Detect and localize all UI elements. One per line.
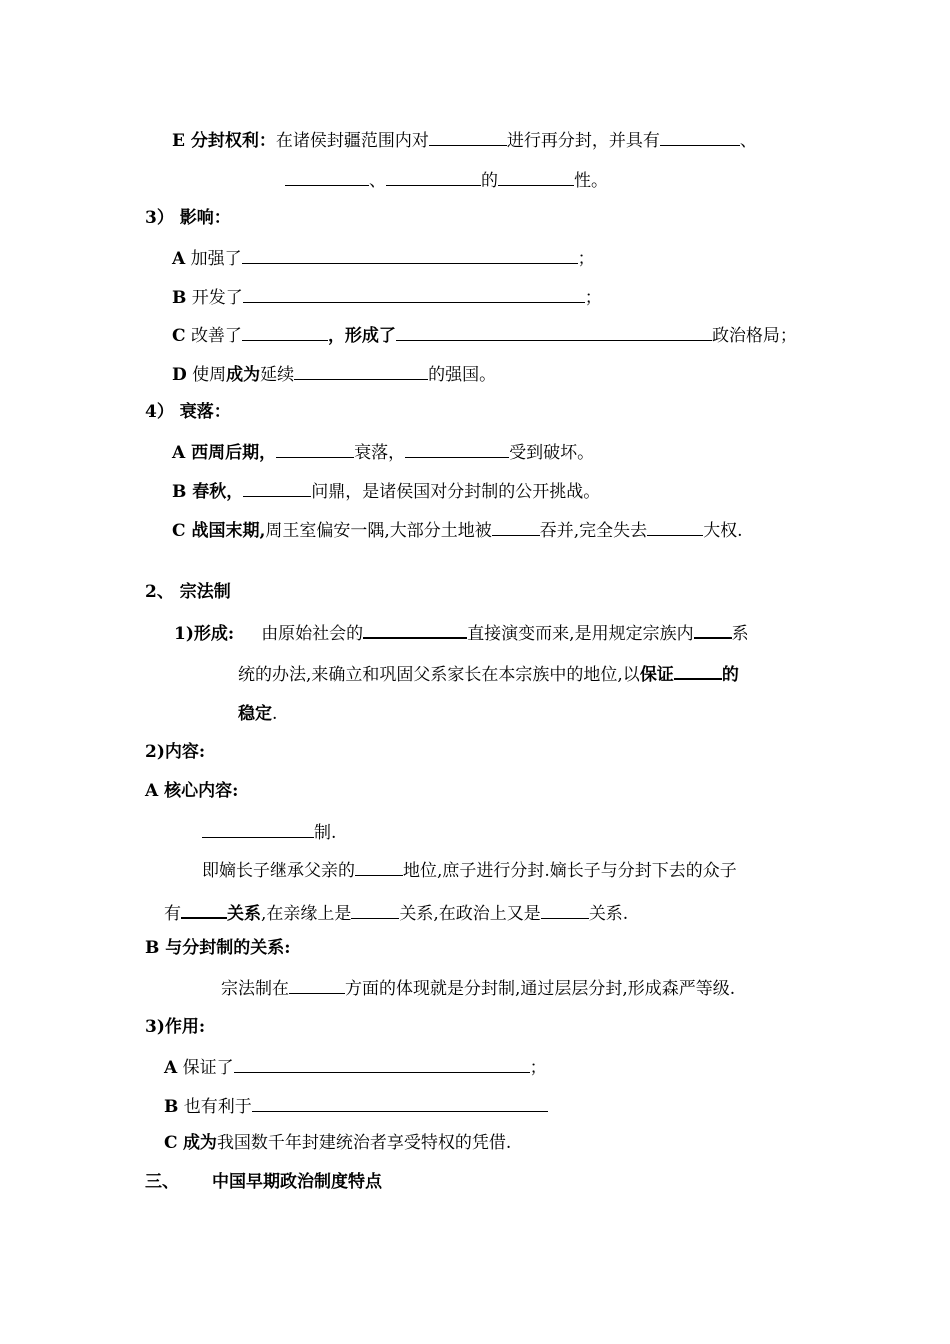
influence-c: C 改善了 ，形成了 政治格局； xyxy=(172,322,797,348)
blank xyxy=(541,900,589,919)
blank xyxy=(429,127,507,146)
core-paragraph-2: 有 关系,在亲缘上是 关系,在政治上又是 关系. xyxy=(164,899,628,926)
relation-heading: B 与分封制的关系: xyxy=(145,938,291,958)
blank xyxy=(492,517,540,536)
zongfa-formation-line3: 稳定. xyxy=(238,704,278,724)
influence-b: B 开发了 ； xyxy=(172,284,602,310)
blank xyxy=(355,857,403,876)
blank xyxy=(243,284,585,303)
blank xyxy=(234,1054,530,1073)
blank xyxy=(674,660,722,680)
item-label: E 分封权利： xyxy=(172,131,276,151)
blank xyxy=(202,819,314,838)
effect-b: B 也有利于 xyxy=(164,1093,548,1119)
blank xyxy=(363,619,467,639)
blank xyxy=(396,322,712,341)
blank xyxy=(498,167,574,186)
effect-heading: 3)作用: xyxy=(145,1017,206,1037)
blank xyxy=(276,439,354,458)
blank xyxy=(405,439,509,458)
blank xyxy=(243,478,311,497)
blank xyxy=(289,975,345,994)
blank xyxy=(351,900,399,919)
influence-a: A 加强了 ； xyxy=(172,245,595,271)
blank xyxy=(285,167,369,186)
influence-d: D 使周成为延续 的强国。 xyxy=(172,361,496,387)
blank xyxy=(242,245,578,264)
blank xyxy=(242,322,328,341)
blank xyxy=(647,517,703,536)
blank xyxy=(386,167,481,186)
zongfa-formation-line2: 统的办法,来确立和巩固父系家长在本宗族中的地位,以保证 的 xyxy=(238,660,739,687)
blank xyxy=(694,619,732,639)
blank xyxy=(181,899,227,919)
blank xyxy=(660,127,740,146)
core-heading: A 核心内容: xyxy=(145,781,239,801)
decline-b: B 春秋， 问鼎，是诸侯国对分封制的公开挑战。 xyxy=(172,478,600,504)
blank xyxy=(252,1093,548,1112)
effect-a: A 保证了 ； xyxy=(164,1054,547,1080)
fenfeng-rights-line-2: 、 的 性。 xyxy=(285,167,608,193)
decline-a: A 西周后期， 衰落， 受到破坏。 xyxy=(172,439,594,465)
section-three-title: 中国早期政治制度特点 xyxy=(212,1172,382,1192)
blank xyxy=(294,361,428,380)
zongfa-heading: 2、 宗法制 xyxy=(145,582,231,602)
core-blank-line: 制. xyxy=(202,819,336,845)
influence-heading: 3） 影响： xyxy=(145,208,231,228)
effect-c: C 成为我国数千年封建统治者享受特权的凭借. xyxy=(164,1133,512,1153)
fenfeng-rights-line: E 分封权利：在诸侯封疆范围内对 进行再分封，并具有 、 xyxy=(172,127,757,153)
decline-heading: 4） 衰落： xyxy=(145,402,231,422)
core-paragraph-1: 即嫡长子继承父亲的 地位,庶子进行分封.嫡长子与分封下去的众子 xyxy=(202,857,737,883)
content-heading: 2)内容: xyxy=(145,742,206,762)
decline-c: C 战国末期,周王室偏安一隅,大部分土地被 吞并,完全失去 大权. xyxy=(172,517,743,543)
relation-text: 宗法制在 方面的体现就是分封制,通过层层分封,形成森严等级. xyxy=(221,975,735,1001)
section-three-number: 三、 xyxy=(145,1172,179,1192)
zongfa-formation: 1)形成: 由原始社会的 直接演变而来,是用规定宗族内 系 xyxy=(174,619,749,646)
